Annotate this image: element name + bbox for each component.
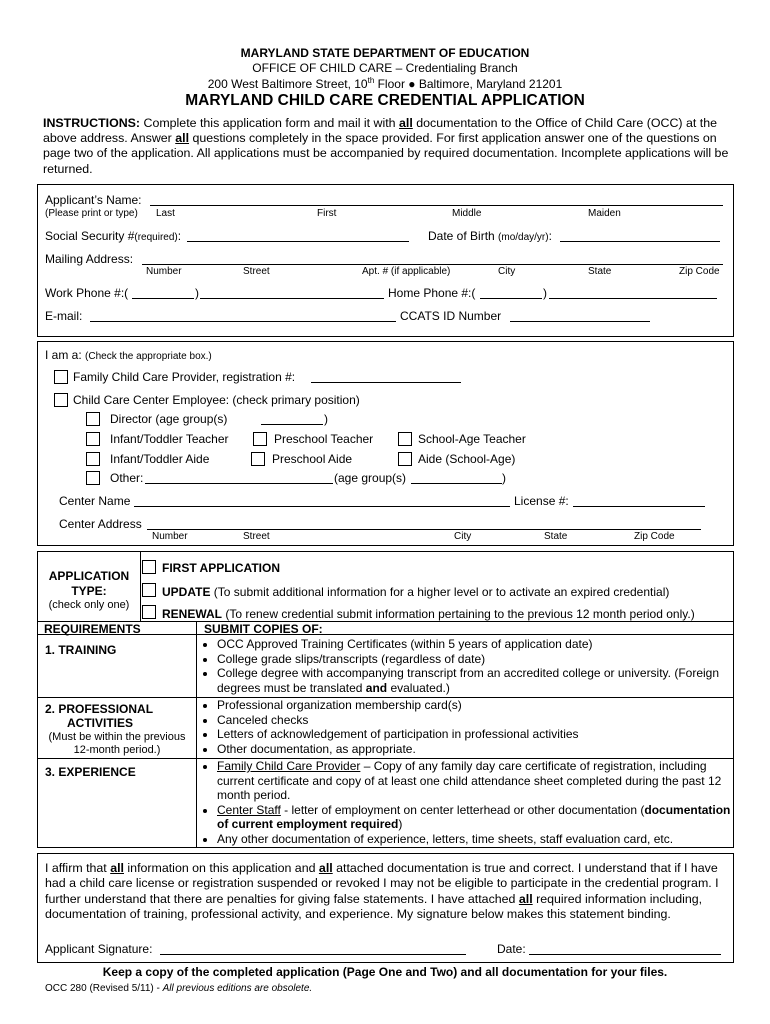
- address-zip-caption: Zip Code: [679, 266, 720, 277]
- other-checkbox[interactable]: [86, 471, 100, 485]
- application-type-hint: (check only one): [48, 599, 130, 611]
- center-address-field[interactable]: [147, 529, 701, 530]
- other-age-field[interactable]: [411, 483, 502, 484]
- applicant-name-field[interactable]: [150, 205, 723, 206]
- signature-date-field[interactable]: [529, 954, 721, 955]
- last-name-caption: Last: [156, 208, 175, 219]
- home-phone-label: Home Phone #:(: [388, 286, 476, 300]
- work-phone-field[interactable]: [200, 298, 384, 299]
- table-header-bottom-line: [37, 634, 734, 635]
- experience-label: 3. EXPERIENCE: [45, 765, 136, 779]
- professional-item: • Professional organization membership card(s): [217, 698, 739, 713]
- office-address: 200 West Baltimore Street, 10th Floor ● Baltimore, Maryland 21201: [207, 76, 563, 91]
- dept-name: MARYLAND STATE DEPARTMENT OF EDUCATION: [240, 46, 530, 60]
- type-label-divider: [140, 551, 141, 621]
- preschool-aide-checkbox[interactable]: [251, 452, 265, 466]
- center-street-caption: Street: [243, 531, 270, 542]
- other-age-label: (age group(s): [334, 471, 407, 485]
- training-list: [203, 637, 739, 695]
- fcc-provider-label: Family Child Care Provider, registration #:: [73, 370, 296, 384]
- center-name-field[interactable]: [134, 506, 510, 507]
- center-employee-label: Child Care Center Employee: (check primary position): [73, 393, 360, 407]
- applicant-info-section: [37, 184, 734, 337]
- training-label: 1. TRAINING: [45, 643, 117, 657]
- schoolage-teacher-checkbox[interactable]: [398, 432, 412, 446]
- preschool-teacher-label: Preschool Teacher: [274, 432, 374, 446]
- first-name-caption: First: [317, 208, 337, 219]
- center-address-label: Center Address: [59, 517, 142, 531]
- first-application-label: FIRST APPLICATION: [162, 561, 280, 575]
- ccats-label: CCATS ID Number: [400, 309, 502, 323]
- work-phone-label: Work Phone #:(: [45, 286, 129, 300]
- update-checkbox[interactable]: [142, 583, 156, 597]
- center-zip-caption: Zip Code: [634, 531, 675, 542]
- address-number-caption: Number: [146, 266, 182, 277]
- experience-item: • Any other documentation of experience, letters, time sheets, staff evaluation card, etc.: [217, 832, 739, 847]
- fcc-provider-checkbox[interactable]: [54, 370, 68, 384]
- home-phone-area-field[interactable]: [480, 298, 542, 299]
- affirmation-text: I affirm that all information on this application and all attached documentation is true and correct. I understand that if I have had a child care license or registration suspended or revoked I may not be eligible to participate in the credential program. I further understand that there are penalties for giving false statements. I have attached all required information including, documentation of training, professional activity, and experience. My signature below makes this statement binding.: [45, 861, 719, 922]
- date-label: Date:: [497, 942, 526, 956]
- dob-label: Date of Birth (mo/day/yr):: [428, 229, 552, 243]
- experience-list: [203, 759, 739, 847]
- mailing-address-field[interactable]: [142, 264, 723, 265]
- signature-field[interactable]: [160, 954, 466, 955]
- director-checkbox[interactable]: [86, 412, 100, 426]
- update-label: UPDATE (To submit additional information for a higher level or to activate an expired credential): [162, 585, 670, 599]
- center-employee-checkbox[interactable]: [54, 393, 68, 407]
- applicant-name-hint: (Please print or type): [45, 208, 138, 219]
- aide-schoolage-label: Aide (School-Age): [418, 452, 516, 466]
- ssn-field[interactable]: [187, 241, 409, 242]
- work-phone-area-field[interactable]: [132, 298, 194, 299]
- training-item: • OCC Approved Training Certificates (within 5 years of application date): [217, 637, 739, 652]
- mailing-address-label: Mailing Address:: [45, 252, 134, 266]
- home-phone-field[interactable]: [549, 298, 717, 299]
- infant-aide-checkbox[interactable]: [86, 452, 100, 466]
- other-label: Other:: [110, 471, 144, 485]
- director-label: Director (age group(s): [110, 412, 228, 426]
- submit-copies-header: SUBMIT COPIES OF:: [204, 622, 323, 636]
- address-apt-caption: Apt. # (if applicable): [362, 266, 451, 277]
- ssn-label: Social Security #(required):: [45, 229, 182, 243]
- signature-label: Applicant Signature:: [45, 942, 153, 956]
- renewal-checkbox[interactable]: [142, 605, 156, 619]
- center-city-caption: City: [454, 531, 472, 542]
- home-phone-paren: ): [543, 286, 547, 300]
- professional-label-2: ACTIVITIES: [67, 716, 134, 730]
- other-age-paren: ): [502, 471, 506, 485]
- infant-teacher-checkbox[interactable]: [86, 432, 100, 446]
- professional-hint-2: 12-month period.): [73, 744, 161, 756]
- iam-label: I am a: (Check the appropriate box.): [45, 348, 212, 362]
- training-item: • College grade slips/transcripts (regardless of date): [217, 652, 739, 667]
- maiden-name-caption: Maiden: [588, 208, 621, 219]
- renewal-label: RENEWAL (To renew credential submit information pertaining to the previous 12 month period only.): [162, 607, 695, 621]
- email-field[interactable]: [90, 321, 396, 322]
- table-header-top-line: [37, 621, 734, 622]
- instructions: INSTRUCTIONS: Complete this application form and mail it with all documentation to the Office of Child Care (OCC) at the above address. Answer all questions completely in the space provided. For first application answer one of the questions on page two of the application. All applications must be accompanied by required documentation. Incomplete applications will be returned.: [43, 116, 729, 176]
- professional-item: • Canceled checks: [217, 713, 739, 728]
- director-age-field[interactable]: [261, 424, 323, 425]
- center-state-caption: State: [544, 531, 568, 542]
- license-label: License #:: [514, 494, 569, 508]
- center-name-label: Center Name: [59, 494, 131, 508]
- infant-teacher-label: Infant/Toddler Teacher: [110, 432, 229, 446]
- director-paren: ): [324, 412, 328, 426]
- schoolage-teacher-label: School-Age Teacher: [418, 432, 526, 446]
- other-position-field[interactable]: [145, 483, 333, 484]
- keep-copy-note: Keep a copy of the completed application (Page One and Two) and all documentation for your files.: [102, 965, 668, 979]
- experience-item: • Center Staff - letter of employment on center letterhead or other documentation (documentation of current employment required): [217, 803, 739, 832]
- requirements-header: REQUIREMENTS: [44, 622, 141, 636]
- first-application-checkbox[interactable]: [142, 560, 156, 574]
- office-name: OFFICE OF CHILD CARE – Credentialing Branch: [252, 61, 518, 75]
- address-city-caption: City: [498, 266, 516, 277]
- email-label: E-mail:: [45, 309, 83, 323]
- professional-item: • Letters of acknowledgement of participation in professional activities: [217, 727, 739, 742]
- applicant-name-label: Applicant’s Name:: [45, 193, 142, 207]
- aide-schoolage-checkbox[interactable]: [398, 452, 412, 466]
- license-field[interactable]: [573, 506, 705, 507]
- ccats-field[interactable]: [510, 321, 650, 322]
- preschool-aide-label: Preschool Aide: [272, 452, 353, 466]
- address-street-caption: Street: [243, 266, 270, 277]
- dob-field[interactable]: [560, 241, 720, 242]
- experience-item: • Family Child Care Provider – Copy of any family day care certificate of registration, including current certificate and copy of at least one child attendance sheet completed during the past 12 month period.: [217, 759, 739, 803]
- work-phone-paren: ): [195, 286, 199, 300]
- form-id: OCC 280 (Revised 5/11) - All previous editions are obsolete.: [45, 983, 313, 994]
- page-title: MARYLAND CHILD CARE CREDENTIAL APPLICATION: [185, 92, 585, 109]
- center-number-caption: Number: [152, 531, 188, 542]
- fcc-registration-field[interactable]: [311, 382, 461, 383]
- table-column-divider: [196, 621, 197, 848]
- training-item: • College degree with accompanying transcript from an accredited college or university. (Foreign degrees must be translated and evaluated.): [217, 666, 739, 695]
- professional-list: [203, 698, 739, 756]
- professional-label: 2. PROFESSIONAL: [45, 702, 154, 716]
- preschool-teacher-checkbox[interactable]: [253, 432, 267, 446]
- professional-item: • Other documentation, as appropriate.: [217, 742, 739, 757]
- application-type-label-2: TYPE:: [71, 584, 107, 598]
- infant-aide-label: Infant/Toddler Aide: [110, 452, 210, 466]
- application-type-label: APPLICATION: [48, 569, 130, 583]
- middle-name-caption: Middle: [452, 208, 482, 219]
- address-state-caption: State: [588, 266, 612, 277]
- professional-hint: (Must be within the previous: [48, 731, 186, 743]
